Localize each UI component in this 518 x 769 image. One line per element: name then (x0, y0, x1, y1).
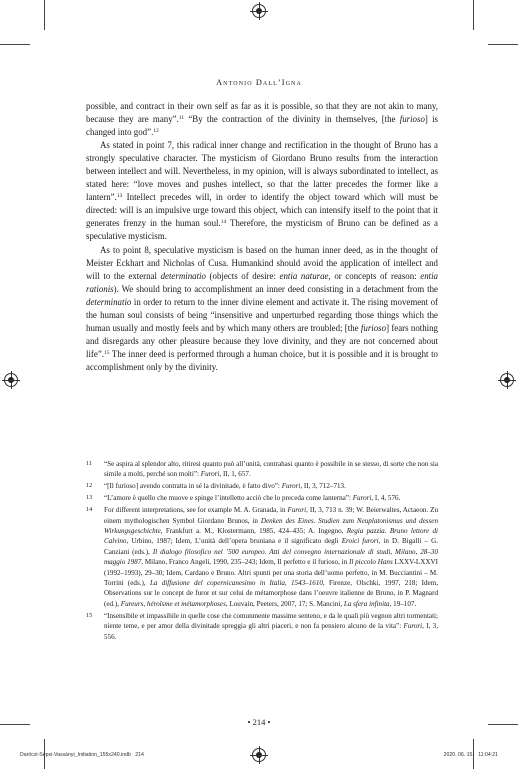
registration-mark-icon (252, 4, 266, 18)
print-slug-timestamp: 2020. 06. 15. 11:04:21 (443, 752, 498, 758)
running-head: Antonio Dall’Igna (216, 78, 302, 87)
paragraph: As stated in point 7, this radical inner change and rectification in the thought of Bruno has a strongly speculative character. The mysticism of Giordano Bruno results from the interaction between intellect and will. Nevertheless, in my opinion, will is always subordinated to intellect, as stated here: “love moves and pushes intellect, so that the latter precedes the former like a lantern”.$^{13}$ Intellect precedes will, in order to identify the object toward which will must be directed: will is an impulsive urge toward this object, which can intensify itself to the point that it generates frenzy in the human soul.$^{14}$ Therefore, the mysticism of Bruno can be defined as a speculative mysticism. (86, 140, 438, 242)
crop-mark (44, 0, 45, 30)
footnote: 12 “[Il furioso] avendo contratta in sé la divinitade, è fatto divo”: Furori, II, 3, 712–713. (86, 482, 346, 491)
registration-mark-icon (4, 373, 18, 387)
registration-mark-icon (252, 748, 266, 762)
print-slug-filename: Daróczi-Sepsi-Vassányi_Initiation_155x240.indb 214 (20, 752, 144, 758)
footnotes (86, 459, 438, 643)
registration-mark-icon (500, 373, 514, 387)
paragraph: As to point 8, speculative mysticism is based on the human inner deed, as in the thought of Meister Eckhart and Nicholas of Cusa. Humankind should avoid the application of intellect and will to the external determinatio (objects of desire: entia naturae, or concepts of reason: entia rationis). We should bring to accomplishment an inner deed consisting in a detachment from the determinatio in order to return to the inner divine element and activate it. The rising movement of the human soul consists of being “insensitive and unperturbed regarding those things which the human usually and mostly feels and by which many others are troubled; [the furioso] fears nothing and disregards any other pleasure because they love divinity, and they are not concerned about life”.$^{15}$ The inner deed is performed through a human choice, but it is possible and it is brought to accomplishment only by the divinity. (86, 244, 438, 372)
crop-mark (0, 44, 30, 45)
footnote: 11 “Se aspira al splendor alto, ritiresi quanto può all’unità, contrahasi quanto è possibile in se stesso, di sorte che non sia simile a molti, perché son molti”: Furori, II, 1, 657. (86, 460, 438, 479)
crop-mark (473, 0, 474, 30)
footnote: 14 For different interpretations, see for example M. A. Granada, in Furori, II, 3, 713 n. 39; W. Beierwaltes, Actaeon. Zu einem mythologischen Symbol Giordano Brunos, in Denken des Eines. Studien zum Neuplatonismus und dessen Wirkungsgeschichte, Frankfurt a. M., Klostermann, 1985, 424–435; A. Ingegno, Regia pazzia. Bruno lettore di Calvino, Urbino, 1987; Idem, L’unità dell’opera bruniana e il significato degli Eroici furori, in D. Bigalli – G. Canziani (eds.), Il dialogo filosofico nel ’500 europeo. Atti del convegno internazionale di studi, Milano, 28–30 maggio 1987, Milano, Franco Angeli, 1990, 235–243; Idem, Il perfetto e il furioso, in Il piccolo Hans LXXV-LXXVI (1992–1993), 29–30; Idem, Cardano e Bruno. Altri spunti per una storia dell’uomo perfetto, in M. Bucciantini – M. Torrini (eds.), La diffusione del copernicanesimo in Italia, 1543–1610, Firenze, Olschki, 1997, 218; Idem, Observations sur le concept de furor et sur celui de métamorphose dans l’oeuvre italienne de Bruno, in P. Magnard (ed.), Fureurs, héroïsme et métamorphoses, Louvain, Peeters, 2007, 17; S. Mancini, La sfera infinita, 19–107. (86, 506, 439, 608)
paragraph: possible, and contract in their own self as far as it is possible, so that they are not akin to many, because they are many”.$^{11}$ “By the contraction of the divinity in themselves, [the furioso] is changed into god”.$^{12}$ (86, 101, 439, 138)
crop-mark (488, 44, 518, 45)
page-number: • 214 • (247, 717, 271, 727)
footnote: 15 “Insensibile et impassibile in quelle cose che comunmente massime senteno, e da le quali più vegnon altri tormentati; niente teme, e per amor della divinitade spreggia gli altri piaceri, e non fa pensiero alcuno de la vita”: Furori, I, 3, 556. (86, 611, 438, 641)
footnote: 13 “L’amore è quello che muove e spinge l’intelletto acciò che lo preceda come lanterna”: Furori, I, 4, 576. (86, 494, 401, 503)
body-text (86, 100, 438, 374)
